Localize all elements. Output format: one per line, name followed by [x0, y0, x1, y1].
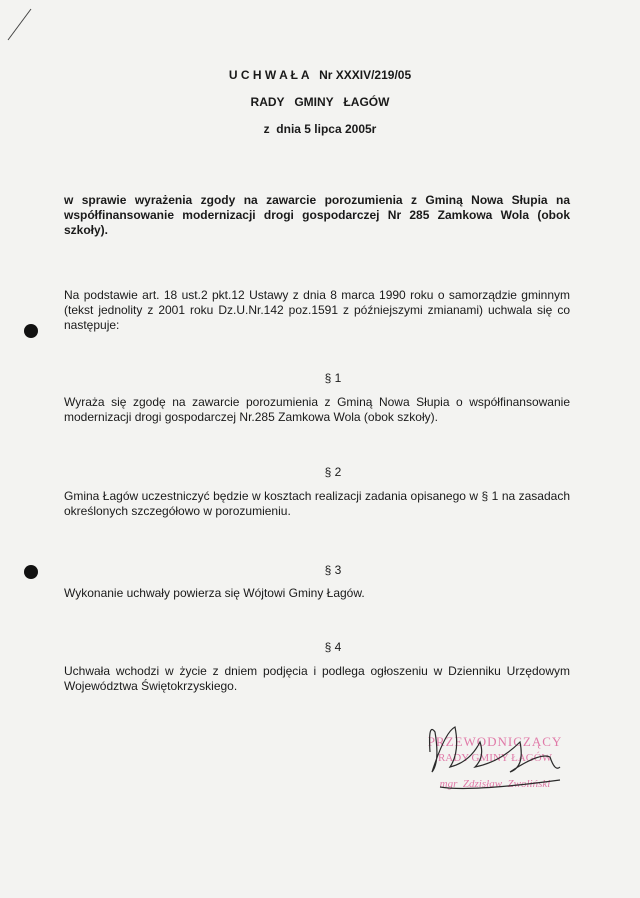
section-heading: § 4 — [324, 640, 342, 654]
resolution-date: z dnia 5 lipca 2005r — [263, 122, 377, 136]
section-text: Gmina Łagów uczestniczyć będzie w kosztach realizacji zadania opisanego w § 1 na zasadach określonych szczegółowo w porozumieniu. — [64, 489, 570, 518]
signature — [410, 712, 590, 807]
resolution-title: U C H W A Ł A Nr XXXIV/219/05 — [228, 68, 412, 82]
stamp-name: mgr Zdzisław Zwoliński — [439, 778, 551, 790]
section-heading: § 1 — [324, 371, 342, 385]
stamp-title: PRZEWODNICZĄCY — [427, 734, 563, 749]
preamble: Na podstawie art. 18 ust.2 pkt.12 Ustawy z dnia 8 marca 1990 roku o samorządzie gminnym (tekst jednolity z 2001 roku Dz.U.Nr.142 poz.1591 z późniejszymi zmianami) uchwala się co następuje: — [64, 288, 570, 332]
section-text: Uchwała wchodzi w życie z dniem podjęcia i podlega ogłoszeniu w Dzienniku Urzędowym Województwa Świętokrzyskiego. — [64, 664, 570, 693]
punch-hole — [24, 324, 38, 338]
section-heading: § 3 — [324, 563, 342, 577]
council-name: RADY GMINY ŁAGÓW — [250, 95, 390, 109]
pen-mark — [0, 0, 40, 50]
stamp-council: RADY GMINY ŁAGÓW — [437, 752, 553, 764]
section-text: Wyraża się zgodę na zawarcie porozumienia z Gminą Nowa Słupia o współfinansowanie modernizacji drogi gospodarczej Nr.285 Zamkowa Wola (obok szkoły). — [64, 395, 570, 424]
section-text: Wykonanie uchwały powierza się Wójtowi Gminy Łagów. — [64, 586, 365, 600]
section-heading: § 2 — [324, 465, 342, 479]
subject: w sprawie wyrażenia zgody na zawarcie porozumienia z Gminą Nowa Słupia na współfinansowanie modernizacji drogi gospodarczej Nr 285 Zamkowa Wola (obok szkoły). — [64, 193, 570, 237]
